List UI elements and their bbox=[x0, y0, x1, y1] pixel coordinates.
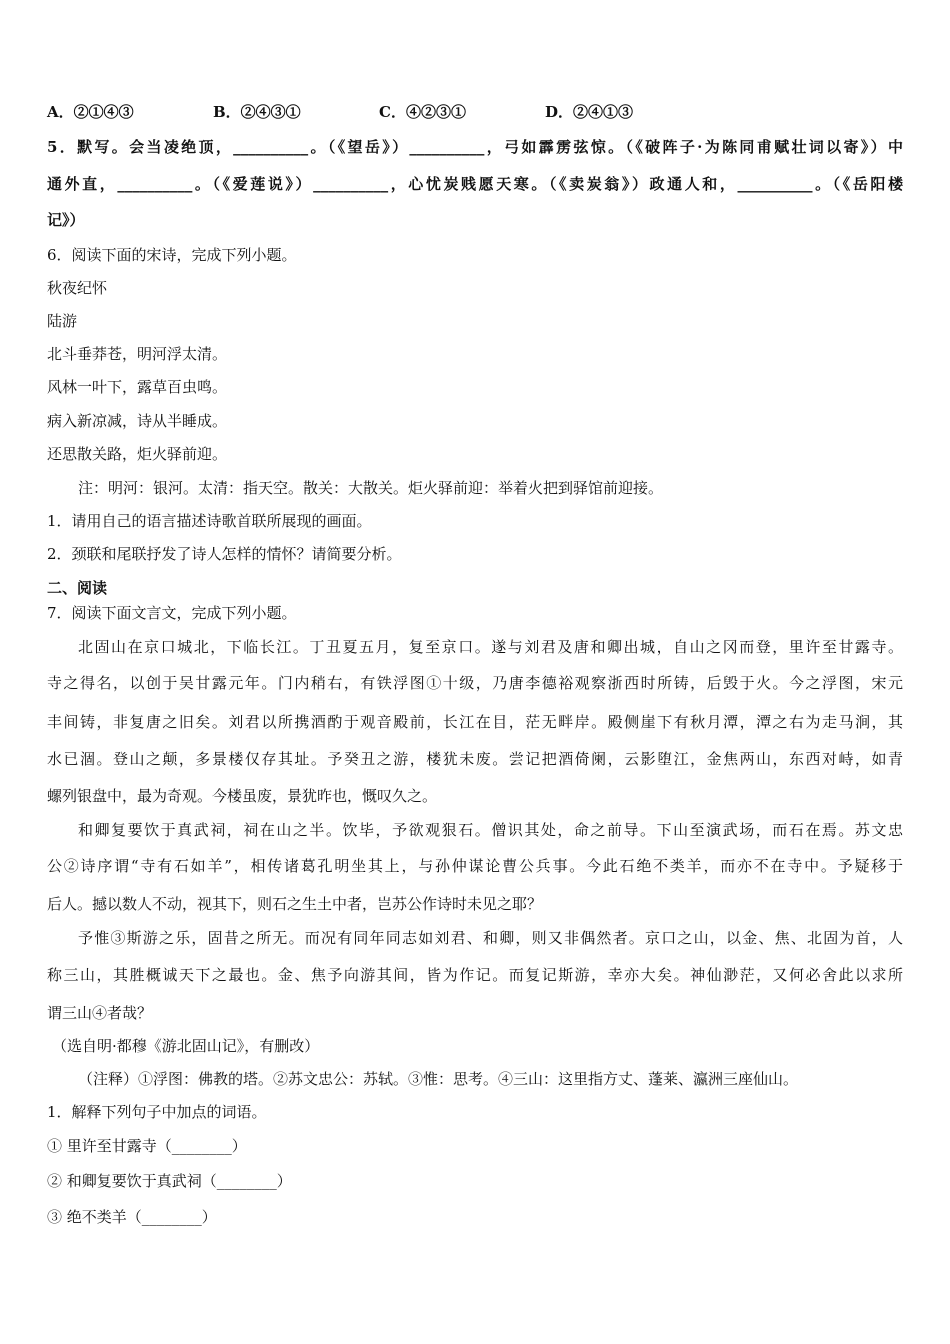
q5-line-1: 5．默写。会当凌绝顶，__________。（《望岳》）__________，弓如霹雳弦惊。（《破阵子·为陈同甫赋壮词以寄》）中 bbox=[47, 138, 903, 156]
annotation: （注释）①浮图：佛教的塔。②苏文忠公：苏轼。③惟：思考。④三山：这里指方丈、蓬莱、瀛洲三座仙山。 bbox=[78, 1070, 799, 1088]
option-a: A．②①④③ bbox=[47, 103, 134, 121]
poem-author: 陆游 bbox=[47, 312, 78, 330]
poem-verse: 还思散关路，炬火驿前迎。 bbox=[47, 445, 228, 463]
passage-line: 和卿复要饮于真武祠，祠在山之半。饮毕，予欲观狠石。僧识其处，命之前导。下山至演武场，而石在焉。苏文忠 bbox=[78, 821, 903, 839]
passage-line: 丰间铸，非复唐之旧矣。刘君以所携酒酌于观音殿前，长江在目，茫无畔岸。殿侧崖下有秋月潭，潭之右为走马涧，其 bbox=[47, 713, 903, 731]
passage-line: 称三山，其胜概诚天下之最也。金、焦予向游其间，皆为作记。而复记斯游，幸亦大矣。神仙渺茫，又何必舍此以求所 bbox=[47, 966, 903, 984]
q6-sub-question-1: 1．请用自己的语言描述诗歌首联所展现的画面。 bbox=[47, 512, 372, 530]
passage-line: 螺列银盘中，最为奇观。今楼虽废，景犹昨也，慨叹久之。 bbox=[47, 787, 438, 805]
poem-note: 注：明河：银河。太清：指天空。散关：大散关。炬火驿前迎：举着火把到驿馆前迎接。 bbox=[78, 479, 664, 497]
option-b: B．②④③① bbox=[213, 103, 301, 121]
poem-verse: 北斗垂莽苍，明河浮太清。 bbox=[47, 345, 228, 363]
q6-intro: 6．阅读下面的宋诗，完成下列小题。 bbox=[47, 246, 297, 264]
option-c: C．④②③① bbox=[379, 103, 466, 121]
passage-line: 寺之得名，以创于吴甘露元年。门内稍右，有铁浮图①十级，乃唐李德裕观察浙西时所铸，后毁于火。今之浮图，宋元 bbox=[47, 674, 903, 692]
fill-item: ② 和卿复要饮于真武祠（________） bbox=[47, 1172, 292, 1190]
passage-line: 予惟③斯游之乐，固昔之所无。而况有同年同志如刘君、和卿，则又非偶然者。京口之山，以金、焦、北固为首，人 bbox=[78, 929, 903, 947]
option-d: D．②④①③ bbox=[545, 103, 634, 121]
poem-verse: 风林一叶下，露草百虫鸣。 bbox=[47, 378, 228, 396]
q5-line-2: 通外直，__________。（《爱莲说》）__________，心忧炭贱愿天寒。（《卖炭翁》）政通人和，__________。（《岳阳楼 bbox=[47, 175, 903, 193]
q7-intro: 7．阅读下面文言文，完成下列小题。 bbox=[47, 604, 297, 622]
poem-verse: 病入新凉减，诗从半睡成。 bbox=[47, 412, 228, 430]
poem-title: 秋夜纪怀 bbox=[47, 279, 108, 297]
q6-sub-question-2: 2．颈联和尾联抒发了诗人怎样的情怀？请简要分析。 bbox=[47, 545, 402, 563]
q5-line-3: 记》） bbox=[47, 211, 85, 229]
fill-item: ① 里许至甘露寺（________） bbox=[47, 1137, 247, 1155]
passage-line: 水已涸。登山之颠，多景楼仅存其址。予癸丑之游，楼犹未废。尝记把酒倚阑，云影堕江，金焦两山，东西对峙，如青 bbox=[47, 750, 903, 768]
q4-options bbox=[47, 102, 903, 122]
q7-sub-question-1: 1．解释下列句子中加点的词语。 bbox=[47, 1103, 267, 1121]
section-heading: 二、阅读 bbox=[47, 579, 108, 597]
passage-line: 公②诗序谓“寺有石如羊”，相传诸葛孔明坐其上，与孙仲谋论曹公兵事。今此石绝不类羊，而亦不在寺中。予疑移于 bbox=[47, 857, 903, 875]
passage-line: 后人。撼以数人不动，视其下，则石之生土中者，岂苏公作诗时未见之耶？ bbox=[47, 895, 543, 913]
fill-item: ③ 绝不类羊（________） bbox=[47, 1208, 217, 1226]
passage-line: 谓三山④者哉？ bbox=[47, 1004, 153, 1022]
passage-source: （选自明·都穆《游北固山记》，有删改） bbox=[52, 1037, 320, 1055]
passage-line: 北固山在京口城北，下临长江。丁丑夏五月，复至京口。遂与刘君及唐和卿出城，自山之冈而登，里许至甘露寺。 bbox=[78, 638, 903, 656]
